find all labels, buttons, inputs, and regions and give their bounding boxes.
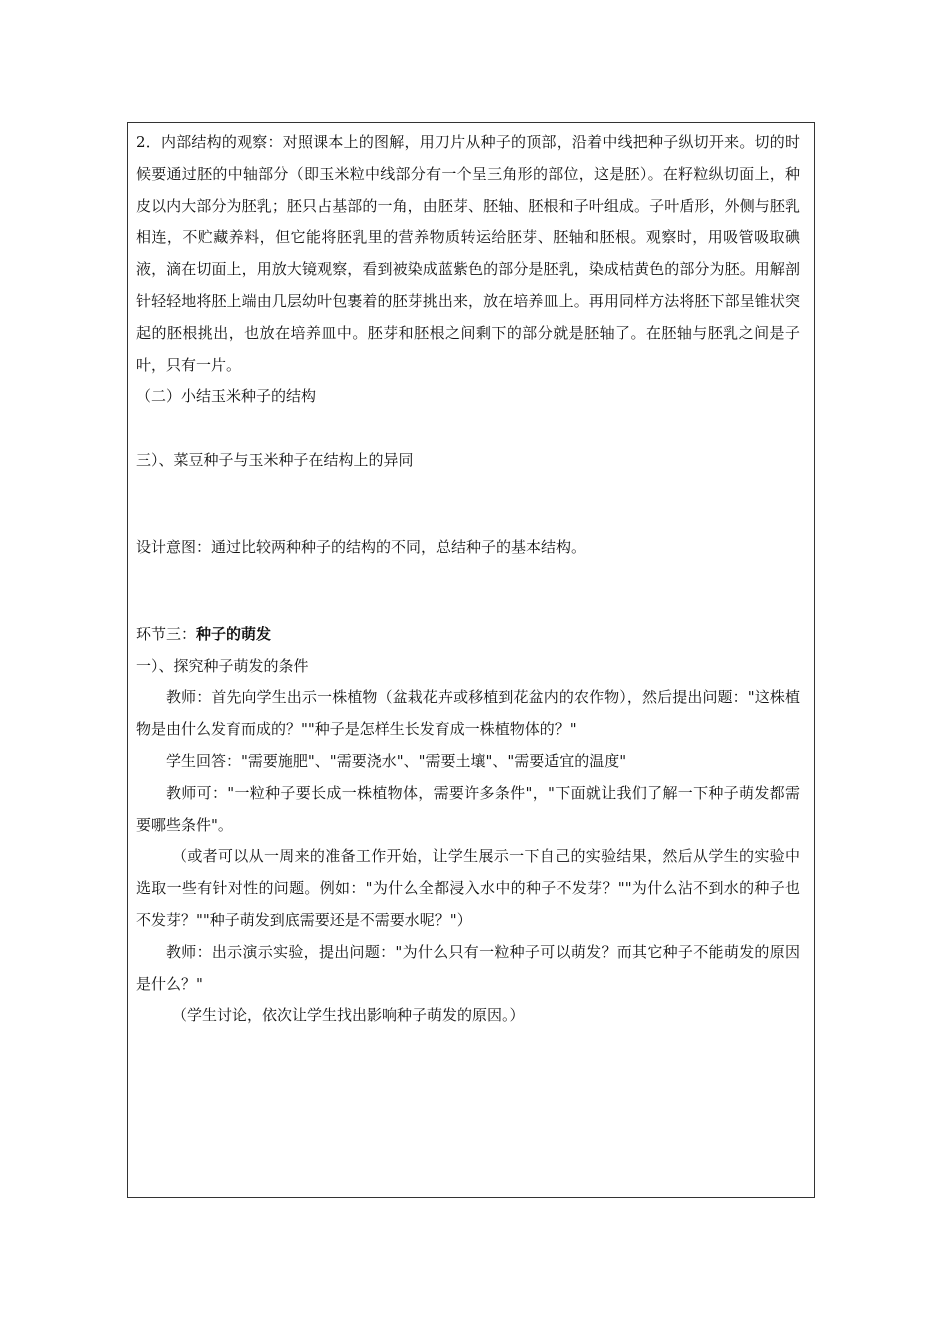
section3-title: 种子的萌发 xyxy=(196,624,272,643)
compare-subheading: 三）、菜豆种子与玉米种子在结构上的异同 xyxy=(136,451,414,470)
teacher-paragraph-2: 教师可："一粒种子要长成一株植物体，需要许多条件"，"下面就让我们了解一下种子萌发都需要哪些条件"。 xyxy=(136,783,800,834)
design-intent: 设计意图：通过比较两种种子的结构的不同，总结种子的基本结构。 xyxy=(136,537,587,556)
lesson-table-cell xyxy=(127,122,815,1198)
internal-structure-paragraph: 2．内部结构的观察：对照课本上的图解，用刀片从种子的顶部，沿着中线把种子纵切开来。切的时候要通过胚的中轴部分（即玉米粒中线部分有一个呈三角形的部位，这是胚）。在籽粒纵切面上，种皮以内大部分为胚乳；胚只占基部的一角，由胚芽、胚轴、胚根和子叶组成。子叶盾形，外侧与胚乳相连，不贮藏养料，但它能将胚乳里的营养物质转运给胚芽、胚轴和胚根。观察时，用吸管吸取碘液，滴在切面上，用放大镜观察，看到被染成蓝紫色的部分是胚乳，染成桔黄色的部分为胚。用解剖针轻轻地将胚上端由几层幼叶包裹着的胚芽挑出来，放在培养皿上。再用同样方法将胚下部呈锥状突起的胚根挑出，也放在培养皿中。胚芽和胚根之间剩下的部分就是胚轴了。在胚轴与胚乳之间是子叶，只有一片。 xyxy=(136,133,800,374)
teacher-paragraph-3: 教师：出示演示实验，提出问题："为什么只有一粒种子可以萌发？而其它种子不能萌发的原因是什么？" xyxy=(136,942,800,993)
explore-subheading: 一）、探究种子萌发的条件 xyxy=(136,656,309,675)
section3-heading xyxy=(136,619,800,651)
student-answer: 学生回答："需要施肥"、"需要浇水"、"需要土壤"、"需要适宜的温度" xyxy=(166,751,627,770)
teacher-paragraph-1: 教师：首先向学生出示一株植物（盆栽花卉或移植到花盆内的农作物），然后提出问题："这株植物是由什么发育而成的？""种子是怎样生长发育成一株植物体的？" xyxy=(136,688,800,739)
alternative-paragraph: （或者可以从一周来的准备工作开始，让学生展示一下自己的实验结果，然后从学生的实验中选取一些有针对性的问题。例如："为什么全都浸入水中的种子不发芽？""为什么沾不到水的种子也不发芽？""种子萌发到底需要还是不需要水呢？"） xyxy=(136,847,800,929)
cell-content xyxy=(136,127,800,1032)
discussion-note: （学生讨论，依次让学生找出影响种子萌发的原因。） xyxy=(172,1006,525,1025)
summary-subheading: （二）小结玉米种子的结构 xyxy=(136,387,317,406)
section3-prefix: 环节三： xyxy=(136,624,197,643)
